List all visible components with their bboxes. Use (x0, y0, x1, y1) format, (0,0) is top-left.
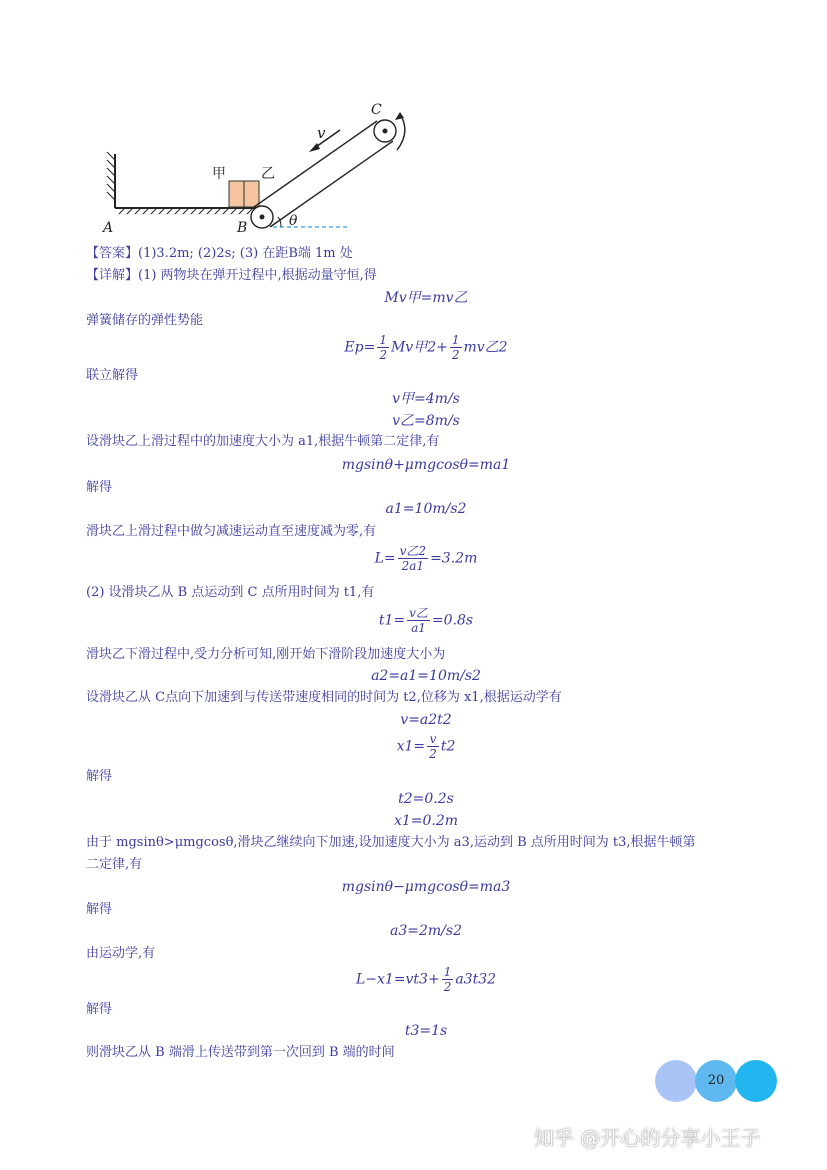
block-yi (244, 181, 259, 207)
eq-x1: x1= $\frac{v}{2}$ t2 (396, 732, 456, 761)
eq-energy: Ep= $\frac{1}{2}$ Mv甲2+ $\frac{1}{2}$ mv乙2 (344, 333, 508, 362)
eq-a1: a1=10m/s2 (385, 501, 467, 517)
conveyor-belt-diagram (95, 92, 435, 238)
eq-t3: t3=1s (404, 1023, 448, 1039)
text-line: 联立解得 (86, 368, 139, 383)
text-line: 解得 (86, 480, 113, 495)
text-line: 解得 (86, 902, 113, 917)
eq-v-yi: v乙=8m/s (392, 413, 460, 429)
eq-L: L= $\frac{\text{v乙2}}{2a1}$ =3.2m (374, 544, 478, 573)
text-line: 弹簧储存的弹性势能 (86, 313, 204, 328)
label-yi: 乙 (261, 166, 275, 182)
angle-arc (278, 217, 281, 227)
eq-kinematics: L−x1=vt3+ $\frac{1}{2}$ a3t32 (355, 965, 497, 994)
answer-line: 【答案】(1)3.2m; (2)2s; (3) 在距B端 1m 处 (86, 246, 353, 261)
belt-top (254, 121, 377, 207)
eq-v-jia: v甲=4m/s (392, 391, 460, 407)
text-line: 滑块乙下滑过程中,受力分析可知,刚开始下滑阶段加速度大小为 (86, 647, 446, 662)
text-line: 则滑块乙从 B 端滑上传送带到第一次回到 B 端的时间 (86, 1045, 395, 1060)
label-jia: 甲 (212, 166, 226, 182)
page-number: 20 (707, 1073, 725, 1088)
eq-v-a2t2: v=a2t2 (400, 712, 452, 728)
text-line: 解得 (86, 769, 113, 784)
text-line: 设滑块乙上滑过程中的加速度大小为 a1,根据牛顿第二定律,有 (86, 434, 440, 449)
label-a: A (103, 220, 114, 236)
text-line: (2) 设滑块乙从 B 点运动到 C 点所用时间为 t1,有 (86, 585, 375, 600)
text-line: 解得 (86, 1002, 113, 1017)
text-line: 设滑块乙从 C点向下加速到与传送带速度相同的时间为 t2,位移为 x1,根据运动学有 (86, 690, 562, 705)
wall-hatching (107, 152, 115, 200)
text-line: 二定律,有 (86, 857, 143, 872)
rotation-arrow (397, 114, 405, 150)
eq-x1-val: x1=0.2m (393, 813, 459, 829)
eq-a3: a3=2m/s2 (390, 923, 462, 939)
detail-line: 【详解】(1) 两物块在弹开过程中,根据动量守恒,得 (86, 268, 377, 283)
page-number-badge (655, 1060, 777, 1102)
text-line: 滑块乙上滑过程中做匀减速运动直至速度减为零,有 (86, 524, 377, 539)
label-b: B (237, 220, 248, 236)
eq-newton-up: mgsinθ+μmgcosθ=ma1 (341, 457, 511, 473)
watermark: 知乎 @开心的分享小王子 (534, 1126, 761, 1150)
block-jia (229, 181, 244, 207)
label-v: v (317, 124, 326, 142)
text-line: 由运动学,有 (86, 946, 156, 961)
eq-momentum: Mv甲=mv乙 (384, 290, 468, 306)
eq-a2: a2=a1=10m/s2 (371, 668, 481, 684)
eq-t1: t1= $\frac{\text{v乙}}{a1}$ =0.8s (378, 606, 474, 635)
eq-newton-down: mgsinθ−μmgcosθ=ma3 (341, 879, 511, 895)
eq-t2: t2=0.2s (398, 791, 454, 807)
label-theta: θ (289, 213, 298, 229)
label-c: C (371, 102, 382, 118)
text-line: 由于 mgsinθ>μmgcosθ,滑块乙继续向下加速,设加速度大小为 a3,运动到 B 点所用时间为 t3,根据牛顿第 (86, 835, 696, 850)
